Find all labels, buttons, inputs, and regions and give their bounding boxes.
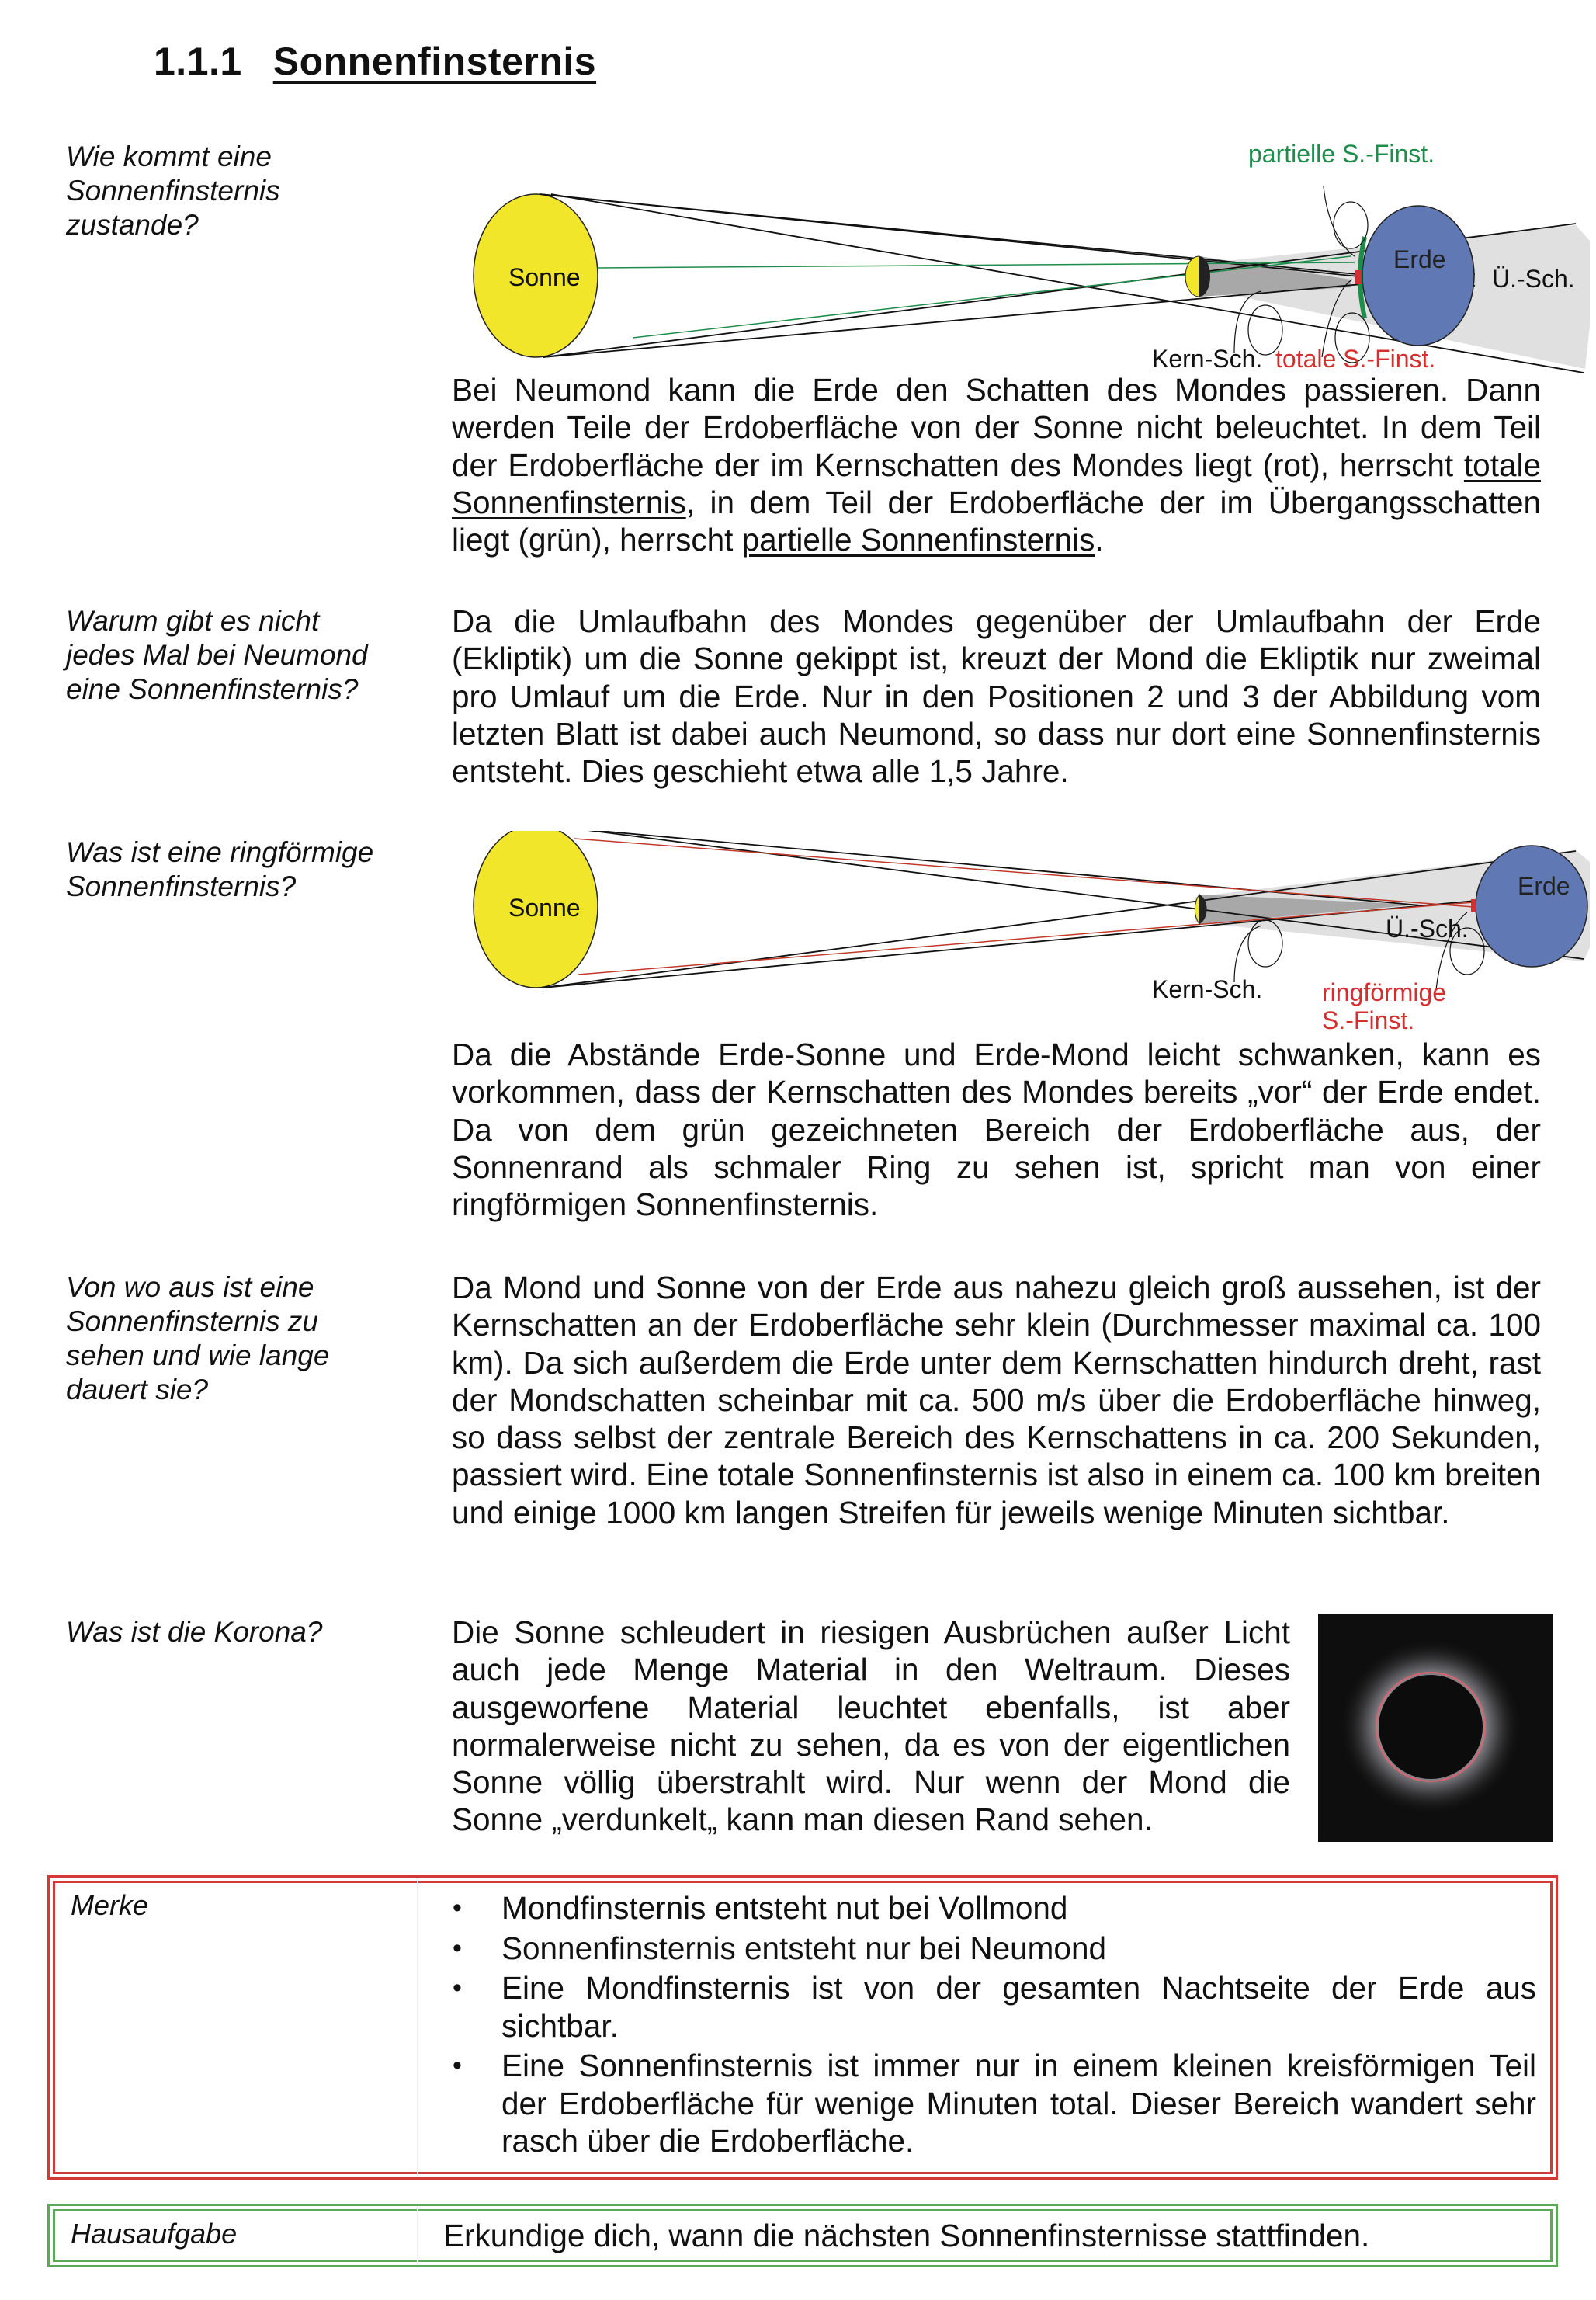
question-why-not-every-new-moon (66, 604, 400, 707)
hausaufgabe-box (53, 2209, 1553, 2262)
answer-korona: Die Sonne schleudert in riesigen Ausbrüchen außer Licht auch jede Menge Material in den Weltraum. Dieses ausgeworfene Material leuchtet ebenfalls, ist aber normalerweise nicht zu sehen, da es von der eigentlichen Sonne völlig überstrahlt wird. Nur wenn der Mond die Sonne „verdunkelt„ kann man diesen Rand sehen. (452, 1614, 1290, 1838)
annular-label-line: ringförmige (1322, 978, 1447, 1006)
annular-eclipse-label (1322, 978, 1446, 1034)
question-where-how-long (66, 1270, 400, 1407)
bullet-icon: • (453, 2051, 462, 2080)
merke-item (443, 2047, 1536, 2160)
merke-box (53, 1881, 1553, 2174)
bullet-icon: • (453, 1973, 462, 2003)
page-title (154, 39, 596, 84)
column-divider (417, 1878, 418, 2177)
question-line: Warum gibt es nicht (66, 605, 320, 637)
question-line: eine Sonnenfinsternis? (66, 673, 359, 705)
bullet-icon: • (453, 1933, 462, 1963)
earth-label: Erde (1518, 872, 1570, 900)
question-korona (66, 1615, 400, 1649)
merke-item-text: Eine Mondfinsternis ist von der gesamten Nachtseite der Erde aus sichtbar. (501, 1970, 1536, 2044)
penumbra-label: Ü.-Sch. (1386, 915, 1469, 943)
question-line: Von wo aus ist eine (66, 1271, 314, 1303)
earth-shape (1476, 846, 1587, 967)
question-line: dauert sie? (66, 1374, 209, 1405)
hausaufgabe-label: Hausaufgabe (71, 2218, 238, 2250)
question-line: Was ist eine ringförmige (66, 836, 374, 868)
question-line: jedes Mal bei Neumond (66, 639, 368, 671)
sun-label: Sonne (508, 894, 581, 922)
earth-shape (1362, 206, 1474, 346)
partial-eclipse-label: partielle S.-Finst. (1248, 140, 1435, 168)
answer-text: Bei Neumond kann die Erde den Schatten des Mondes passieren. Dann werden Teile der Erdoberfläche von der Sonne nicht beleuchtet. In dem Teil der Erdoberfläche der im Kernschatten des Mondes liegt (rot), herrscht (452, 372, 1541, 483)
section-title: Sonnenfinsternis (272, 40, 597, 83)
answer-how-eclipse (452, 371, 1541, 558)
earth-label: Erde (1393, 245, 1446, 273)
merke-item-text: Eine Sonnenfinsternis ist immer nur in einem kleinen kreisförmigen Teil der Erdoberfläche für wenige Minuten total. Dieser Bereich wandert sehr rasch über die Erdoberfläche. (501, 2048, 1536, 2159)
hausaufgabe-text: Erkundige dich, wann die nächsten Sonnenfinsternisse stattfinden. (443, 2218, 1370, 2253)
question-annular (66, 836, 400, 904)
merke-list (443, 1889, 1536, 2163)
section-number: 1.1.1 (154, 40, 242, 83)
total-eclipse-label: totale S.-Finst. (1275, 345, 1436, 373)
column-divider (417, 2206, 418, 2265)
question-line: Sonnenfinsternis (66, 175, 280, 207)
merke-item (443, 1930, 1536, 1968)
answer-text: , in dem Teil der Erdoberfläche der im Übergangsschatten liegt (grün), herrscht (452, 484, 1541, 558)
underlined-term-total: totale Sonnenfinsternis (452, 446, 1541, 520)
question-line: zustande? (66, 209, 199, 241)
answer-why-not-every-new-moon: Da die Umlaufbahn des Mondes gegenüber der Umlaufbahn der Erde (Ekliptik) um die Sonne gekippt ist, kreuzt der Mond die Ekliptik nur zweimal pro Umlauf um die Erde. Nur in den Positionen 2 und 3 der Abbildung vom letzten Blatt ist dabei auch Neumond, so dass nur dort eine Sonnenfinsternis entsteht. Dies geschieht etwa alle 1,5 Jahre. (452, 603, 1541, 790)
answer-text: . (1095, 522, 1104, 558)
solar-corona-image (1318, 1614, 1553, 1842)
merke-item (443, 1889, 1536, 1927)
answer-annular: Da die Abstände Erde-Sonne und Erde-Mond leicht schwanken, kann es vorkommen, dass der Kernschatten des Mondes bereits „vor“ der Erde endet. Da von dem grün gezeichneten Bereich der Erdoberfläche aus, der Sonnenrand als schmaler Ring zu sehen ist, spricht man von einer ringförmigen Sonnenfinsternis. (452, 1037, 1541, 1223)
annular-label-line: S.-Finst. (1322, 1006, 1415, 1034)
question-line: Sonnenfinsternis zu (66, 1305, 318, 1337)
question-line: Sonnenfinsternis? (66, 870, 297, 902)
umbra-label: Kern-Sch. (1152, 975, 1263, 1003)
penumbra-label: Ü.-Sch. (1492, 265, 1575, 293)
underlined-term-partial: partielle Sonnenfinsternis (741, 522, 1095, 558)
merke-item-text: Sonnenfinsternis entsteht nur bei Neumond (501, 1930, 1106, 1966)
merke-label: Merke (71, 1889, 149, 1921)
answer-where-how-long: Da Mond und Sonne von der Erde aus nahezu gleich groß aussehen, ist der Kernschatten an der Erdoberfläche sehr klein (Durchmesser maximal ca. 100 km). Da sich außerdem die Erde unter dem Kernschatten hindurch dreht, rast der Mondschatten scheinbar mit ca. 500 m/s über die Erdoberfläche hinweg, so dass selbst der zentrale Bereich des Kernschattens in ca. 200 Sekunden, passiert wird. Eine totale Sonnenfinsternis ist also in einem ca. 100 km breiten und einige 1000 km langen Streifen für jeweils wenige Minuten sichtbar. (452, 1270, 1541, 1530)
diagram-solar-eclipse (435, 132, 1596, 380)
question-line: Was ist die Korona? (66, 1616, 323, 1648)
merke-item-text: Mondfinsternis entsteht nut bei Vollmond (501, 1890, 1068, 1926)
bullet-icon: • (453, 1893, 462, 1923)
sun-label: Sonne (508, 263, 581, 291)
merke-item (443, 1969, 1536, 2045)
korona-photo (1318, 1614, 1553, 1842)
question-line: sehen und wie lange (66, 1339, 330, 1371)
umbra-label: Kern-Sch. (1152, 345, 1263, 373)
question-how-eclipse (66, 140, 400, 242)
question-line: Wie kommt eine (66, 141, 272, 172)
